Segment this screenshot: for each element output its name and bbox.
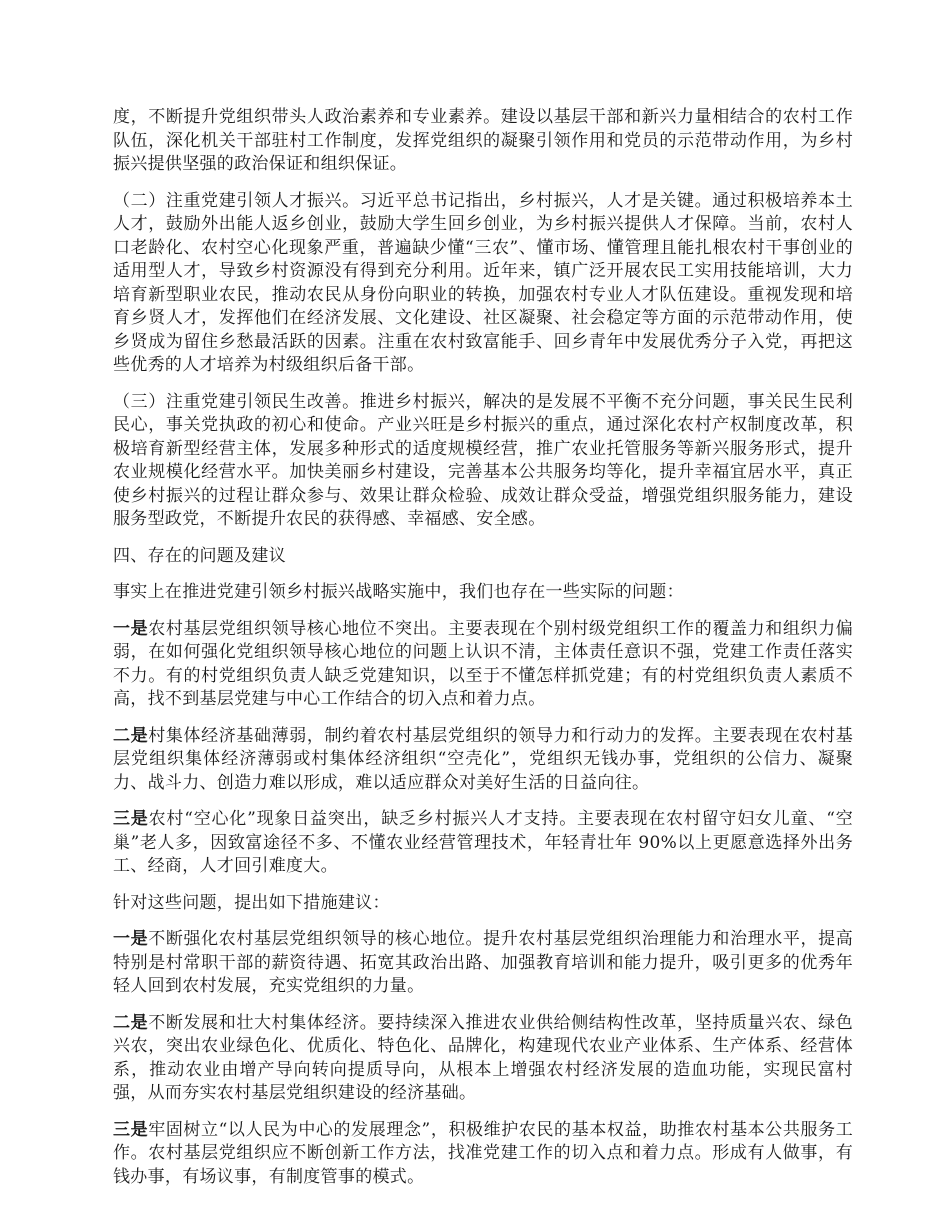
problem-item-2 [113,725,853,796]
paragraph [113,581,853,605]
document-body [113,106,853,1202]
paragraph-text: 不断强化农村基层党组织领导的核心地位。提升农村基层党组织治理能力和治理水平，提高特别是村常职干部的薪资待遇、拓宽其政治出路、加强教育培训和能力提升，吸引更多的优秀年轻人回到农村发展，充实党组织的力量。 [113,929,854,996]
paragraph [113,190,853,378]
paragraph-lead: 三是 [113,809,149,829]
section-heading [113,545,853,569]
paragraph [113,391,853,532]
paragraph-lead: 二是 [113,1012,149,1033]
suggestion-item-2 [113,1012,853,1106]
paragraph [113,892,853,916]
paragraph-lead: 三是 [113,1119,149,1140]
paragraph-text: 度，不断提升党组织带头人政治素养和专业素养。建设以基层干部和新兴力量相结合的农村工作队伍，深化机关干部驻村工作制度，发挥党组织的凝聚引领作用和党员的示范带动作用，为乡村振兴提供坚强的政治保证和组织保证。 [113,107,853,174]
paragraph-text: 针对这些问题，提出如下措施建议： [113,892,390,913]
paragraph-text: 农村“空心化”现象日益突出，缺乏乡村振兴人才支持。主要表现在农村留守妇女儿童、“空巢”老人多，因致富途径不多、不懂农业经营管理技术，年轻青壮年 90%以上更愿意选择外出务工、经商，人才回引难度大。 [113,809,853,876]
paragraph-lead: 一是 [113,929,149,949]
paragraph-text: 牢固树立“以人民为中心的发展理念”，积极维护农民的基本权益，助推农村基本公共服务工作。农村基层党组织应不断创新工作方法，找准党建工作的切入点和着力点。形成有人做事，有钱办事，有场议事，有制度管事的模式。 [113,1119,853,1187]
paragraph-text: （二）注重党建引领人才振兴。习近平总书记指出，乡村振兴，人才是关键。通过积极培养本土人才，鼓励外出能人返乡创业，鼓励大学生回乡创业，为乡村振兴提供人才保障。当前，农村人口老龄化、农村空心化现象严重，普遍缺少懂“三农”、懂市场、懂管理且能扎根农村干事创业的适用型人才，导致乡村资源没有得到充分利用。近年来，镇广泛开展农民工实用技能培训，大力培育新型职业农民，推动农民从身份向职业的转换，加强农村专业人才队伍建设。重视发现和培育乡贤人才，发挥他们在经济发展、文化建设、社区凝聚、社会稳定等方面的示范带动作用，使乡贤成为留住乡愁最活跃的因素。注重在农村致富能手、回乡青年中发展优秀分子入党，再把这些优秀的人才培养为村级组织后备干部。 [113,190,853,375]
problem-item-1 [113,618,853,712]
paragraph-text: 村集体经济基础薄弱，制约着农村基层党组织的领导力和行动力的发挥。主要表现在农村基层党组织集体经济薄弱或村集体经济组织“空壳化”，党组织无钱办事，党组织的公信力、凝聚力、战斗力、创造力难以形成，难以适应群众对美好生活的日益向往。 [113,725,854,793]
suggestion-item-1 [113,928,853,999]
paragraph-text: 四、存在的问题及建议 [113,545,286,566]
paragraph-text: （三）注重党建引领民生改善。推进乡村振兴，解决的是发展不平衡不充分问题，事关民生民利民心，事关党执政的初心和使命。产业兴旺是乡村振兴的重点，通过深化农村产权制度改革，积极培育新型经营主体，发展多种形式的适度规模经营，推广农业托管服务等新兴服务形式，提升农业规模化经营水平。加快美丽乡村建设，完善基本公共服务均等化，提升幸福宜居水平，真正使乡村振兴的过程让群众参与、效果让群众检验、成效让群众受益，增强党组织服务能力，建设服务型政党，不断提升农民的获得感、幸福感、安全感。 [113,391,853,529]
paragraph-text: 不断发展和壮大村集体经济。要持续深入推进农业供给侧结构性改革，坚持质量兴农、绿色兴农，突出农业绿色化、优质化、特色化、品牌化，构建现代农业产业体系、生产体系、经营体系，推动农业由增产导向转向提质导向，从根本上增强农村经济发展的造血功能，实现民富村强，从而夯实农村基层党组织建设的经济基础。 [113,1012,854,1103]
paragraph-text: 农村基层党组织领导核心地位不突出。主要表现在个别村级党组织工作的覆盖力和组织力偏弱，在如何强化党组织领导核心地位的问题上认识不清，主体责任意识不强，党建工作责任落实不力。有的村党组织负责人缺乏党建知识，以至于不懂怎样抓党建；有的村党组织负责人素质不高，找不到基层党建与中心工作结合的切入点和着力点。 [113,618,854,709]
suggestion-item-3 [113,1119,853,1190]
paragraph-lead: 一是 [113,618,149,639]
paragraph-text: 事实上在推进党建引领乡村振兴战略实施中，我们也存在一些实际的问题： [113,582,684,602]
paragraph [113,106,853,177]
paragraph-lead: 二是 [113,725,149,746]
problem-item-3 [113,808,853,879]
